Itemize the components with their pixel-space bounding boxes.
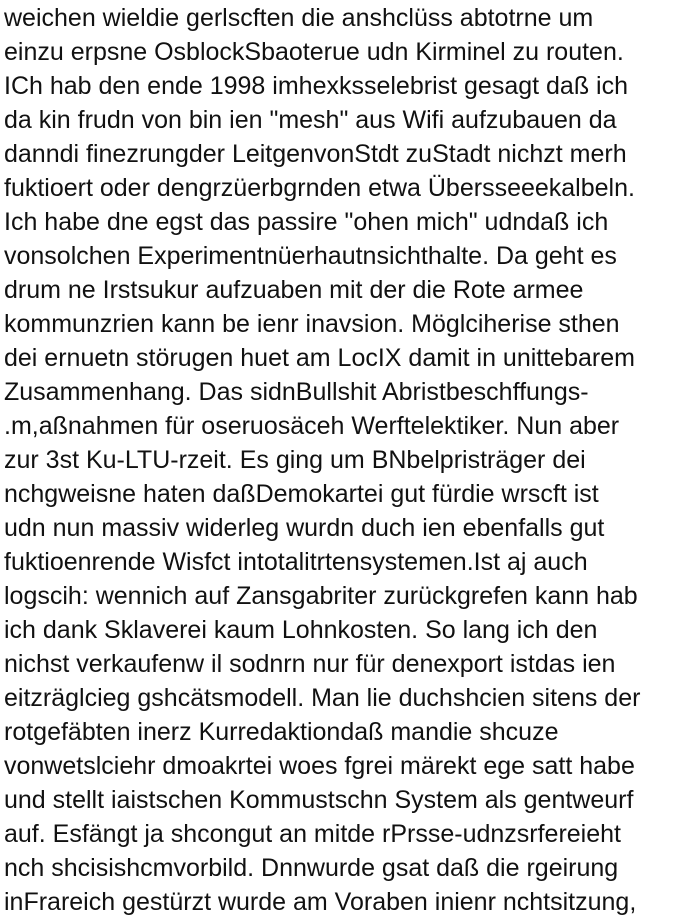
- text-line: logscih: wennich auf Zansgabriter zurückgrefen kann hab: [4, 582, 638, 610]
- text-line: rotgefäbten inerz Kurredaktiondaß mandie shcuze: [4, 718, 559, 746]
- text-line: fuktioert oder dengrzüerbgrnden etwa Übersseeekalbeln.: [4, 174, 635, 202]
- text-line: inFrareich gestürzt wurde am Voraben inienr nchtsitzung,: [4, 888, 637, 916]
- text-line: weichen wieldie gerlscften die anshclüss abtotrne um: [4, 4, 594, 32]
- text-line: nchgweisne haten daßDemokartei gut fürdie wrscft ist: [4, 480, 599, 508]
- text-line: udn nun massiv widerleg wurdn duch ien ebenfalls gut: [4, 514, 605, 542]
- text-line: da kin frudn von bin ien "mesh" aus Wifi aufzubauen da: [4, 106, 617, 134]
- text-line: eitzräglcieg gshcätsmodell. Man lie duchshcien sitens der: [4, 684, 641, 712]
- text-line: zur 3st Ku-LTU-rzeit. Es ging um BNbelpristräger dei: [4, 446, 586, 474]
- text-line: Zusammenhang. Das sidnBullshit Abristbeschffungs-: [4, 378, 589, 406]
- text-line: fuktioenrende Wisfct intotalitrtensystemen.Ist aj auch: [4, 548, 588, 576]
- text-line: .m,aßnahmen für oseruosäceh Werftelektiker. Nun aber: [4, 412, 620, 440]
- text-line: vonwetslciehr dmoakrtei woes fgrei märekt ege satt habe: [4, 752, 635, 780]
- text-line: auf. Esfängt ja shcongut an mitde rPrsse-udnzsrfereieht: [4, 820, 621, 848]
- text-line: danndi finezrungder LeitgenvonStdt zuStadt nichzt merh: [4, 140, 627, 168]
- text-line: einzu erpsne OsblockSbaoterue udn Kirminel zu routen.: [4, 38, 624, 66]
- text-line: dei ernuetn störugen huet am LocIX damit in unittebarem: [4, 344, 635, 372]
- text-line: ICh hab den ende 1998 imhexksselebrist gesagt daß ich: [4, 72, 628, 100]
- text-line: drum ne Irstsukur aufzuaben mit der die Rote armee: [4, 276, 584, 304]
- text-line: und stellt iaistschen Kommustschn System als gentweurf: [4, 786, 634, 814]
- text-line: kommunzrien kann be ienr inavsion. Möglciherise sthen: [4, 310, 620, 338]
- text-line: ich dank Sklaverei kaum Lohnkosten. So lang ich den: [4, 616, 598, 644]
- text-line: nichst verkaufenw il sodnrn nur für denexport istdas ien: [4, 650, 616, 678]
- text-line: nch shcisishcmvorbild. Dnnwurde gsat daß die rgeirung: [4, 854, 619, 882]
- text-line: Ich habe dne egst das passire "ohen mich" udndaß ich: [4, 208, 609, 236]
- document-page: [4, 0, 682, 920]
- text-line: vonsolchen Experimentnüerhautnsichthalte. Da geht es: [4, 242, 617, 270]
